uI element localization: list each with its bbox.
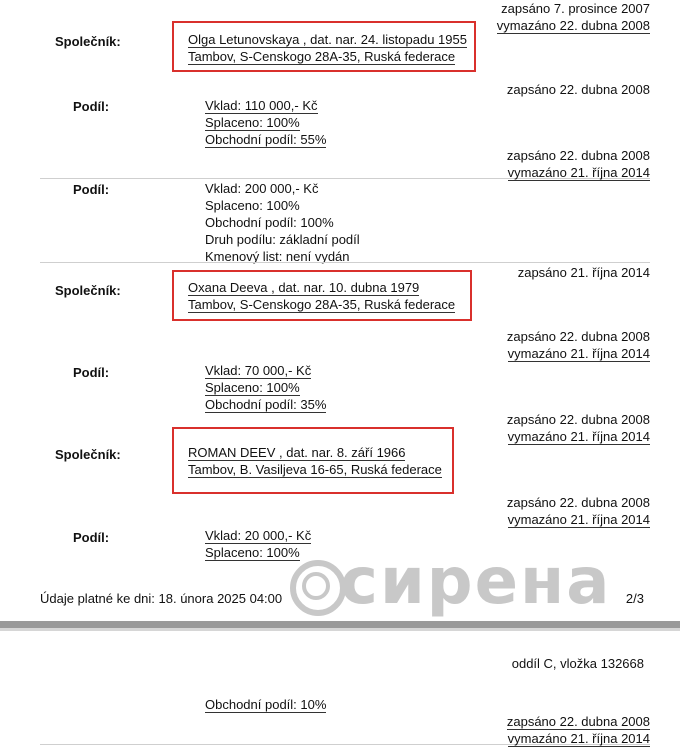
share-label: Podíl: [73,530,110,545]
page-number: 2/3 [625,591,644,606]
share-label: Podíl: [73,365,110,380]
share-label: Podíl: [73,99,110,114]
share-line: Vklad: 70 000,- Kč [205,363,312,378]
share-label: Podíl: [73,182,110,197]
share-line: Druh podílu: základní podíl [205,232,360,247]
partner-name: ROMAN DEEV , dat. nar. 8. září 1966 [188,445,406,460]
share-line: Obchodní podíl: 35% [205,397,327,412]
date-entered: zapsáno 22. dubna 2008 [506,714,650,729]
watermark-text: сирена [340,545,612,619]
partner-label: Společník: [55,447,121,462]
date-entered: zapsáno 22. dubna 2008 [506,412,650,427]
date-deleted: vymazáno 21. října 2014 [507,429,650,444]
date-entered: zapsáno 7. prosince 2007 [501,1,650,16]
share-line: Obchodní podíl: 55% [205,132,327,147]
date-deleted: vymazáno 21. října 2014 [507,346,650,361]
share-line: Vklad: 20 000,- Kč [205,528,312,543]
partner-address: Tambov, S-Censkogo 28A-35, Ruská federace [188,49,456,64]
share-line: Vklad: 200 000,- Kč [205,181,319,196]
share-line: Obchodní podíl: 100% [205,215,334,230]
partner-label: Společník: [55,34,121,49]
share-line: Vklad: 110 000,- Kč [205,98,318,113]
partner-label: Společník: [55,283,121,298]
share-line: Splaceno: 100% [205,115,300,130]
date-entered: zapsáno 22. dubna 2008 [506,82,650,97]
partner-address: Tambov, S-Censkogo 28A-35, Ruská federace [188,297,456,312]
partner-name: Oxana Deeva , dat. nar. 10. dubna 1979 [188,280,420,295]
page-separator [0,621,680,628]
partner-address: Tambov, B. Vasiljeva 16-65, Ruská federace [188,462,442,477]
date-entered: zapsáno 22. dubna 2008 [506,495,650,510]
date-deleted: vymazáno 22. dubna 2008 [496,18,650,33]
page-header: oddíl C, vložka 132668 [511,656,644,671]
watermark-ring-icon [302,572,330,600]
footer-valid-date: Údaje platné ke dni: 18. února 2025 04:00 [40,591,283,606]
date-deleted: vymazáno 21. října 2014 [507,165,650,180]
share-line: Splaceno: 100% [205,198,300,213]
page-separator-shadow [0,628,680,631]
share-line: Kmenový list: není vydán [205,249,350,264]
date-deleted: vymazáno 21. října 2014 [507,512,650,527]
share-line: Splaceno: 100% [205,380,300,395]
share-line: Obchodní podíl: 10% [205,697,327,712]
date-entered: zapsáno 22. dubna 2008 [506,148,650,163]
date-entered: zapsáno 22. dubna 2008 [506,329,650,344]
share-line: Splaceno: 100% [205,545,300,560]
divider [40,262,650,263]
date-deleted: vymazáno 21. října 2014 [507,731,650,746]
date-entered: zapsáno 21. října 2014 [517,265,650,280]
partner-name: Olga Letunovskaya , dat. nar. 24. listopadu 1955 [188,32,467,47]
